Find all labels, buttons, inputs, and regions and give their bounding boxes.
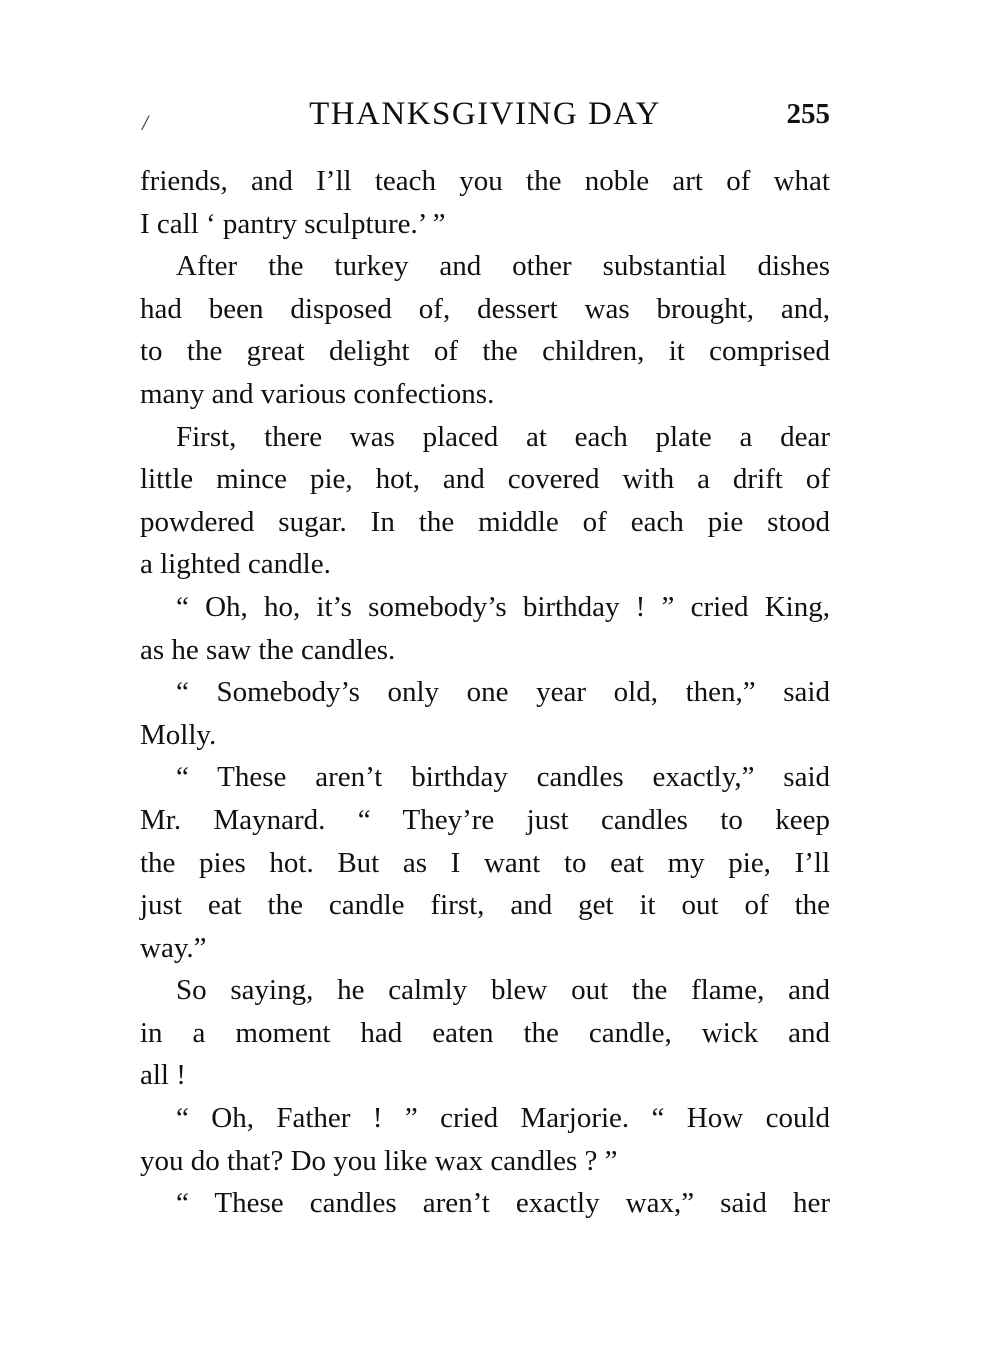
text-line: I call ‘ pantry sculpture.’ ”: [140, 207, 446, 240]
text-line: many and various confections.: [140, 377, 495, 410]
text-line: just eat the candle first, and get it out of the: [140, 889, 830, 922]
stray-mark: /: [142, 110, 149, 135]
chapter-title: THANKSGIVING DAY: [309, 96, 661, 132]
text-line: “ Oh, Father ! ” cried Marjorie. “ How could: [176, 1102, 830, 1135]
text-line: “ These candles aren’t exactly wax,” said her: [176, 1187, 830, 1220]
page-number: 255: [786, 98, 830, 130]
text-line: the pies hot. But as I want to eat my pie, I’ll: [140, 846, 830, 879]
body-text: [140, 160, 830, 1225]
text-line: as he saw the candles.: [140, 633, 396, 666]
text-line: After the turkey and other substantial dishes: [176, 250, 830, 283]
text-line: a lighted candle.: [140, 548, 331, 581]
running-header: [140, 96, 830, 140]
text-line: all !: [140, 1059, 186, 1092]
text-line: you do that? Do you like wax candles ? ”: [140, 1144, 618, 1177]
text-line: powdered sugar. In the middle of each pie stood: [140, 505, 830, 538]
text-line: to the great delight of the children, it comprised: [140, 335, 830, 368]
text-line: had been disposed of, dessert was brought, and,: [140, 292, 830, 325]
text-line: “ These aren’t birthday candles exactly,” said: [176, 761, 830, 794]
text-line: way.”: [140, 931, 207, 964]
text-line: Molly.: [140, 718, 217, 751]
text-line: First, there was placed at each plate a dear: [176, 420, 830, 453]
text-line: So saying, he calmly blew out the flame, and: [176, 974, 830, 1007]
text-line: little mince pie, hot, and covered with a drift of: [140, 463, 830, 496]
text-line: friends, and I’ll teach you the noble art of what: [140, 165, 830, 197]
text-line: “ Somebody’s only one year old, then,” said: [176, 676, 830, 709]
text-line: Mr. Maynard. “ They’re just candles to keep: [140, 803, 830, 836]
text-line: in a moment had eaten the candle, wick and: [140, 1016, 830, 1049]
text-line: “ Oh, ho, it’s somebody’s birthday ! ” cried King,: [176, 590, 830, 623]
